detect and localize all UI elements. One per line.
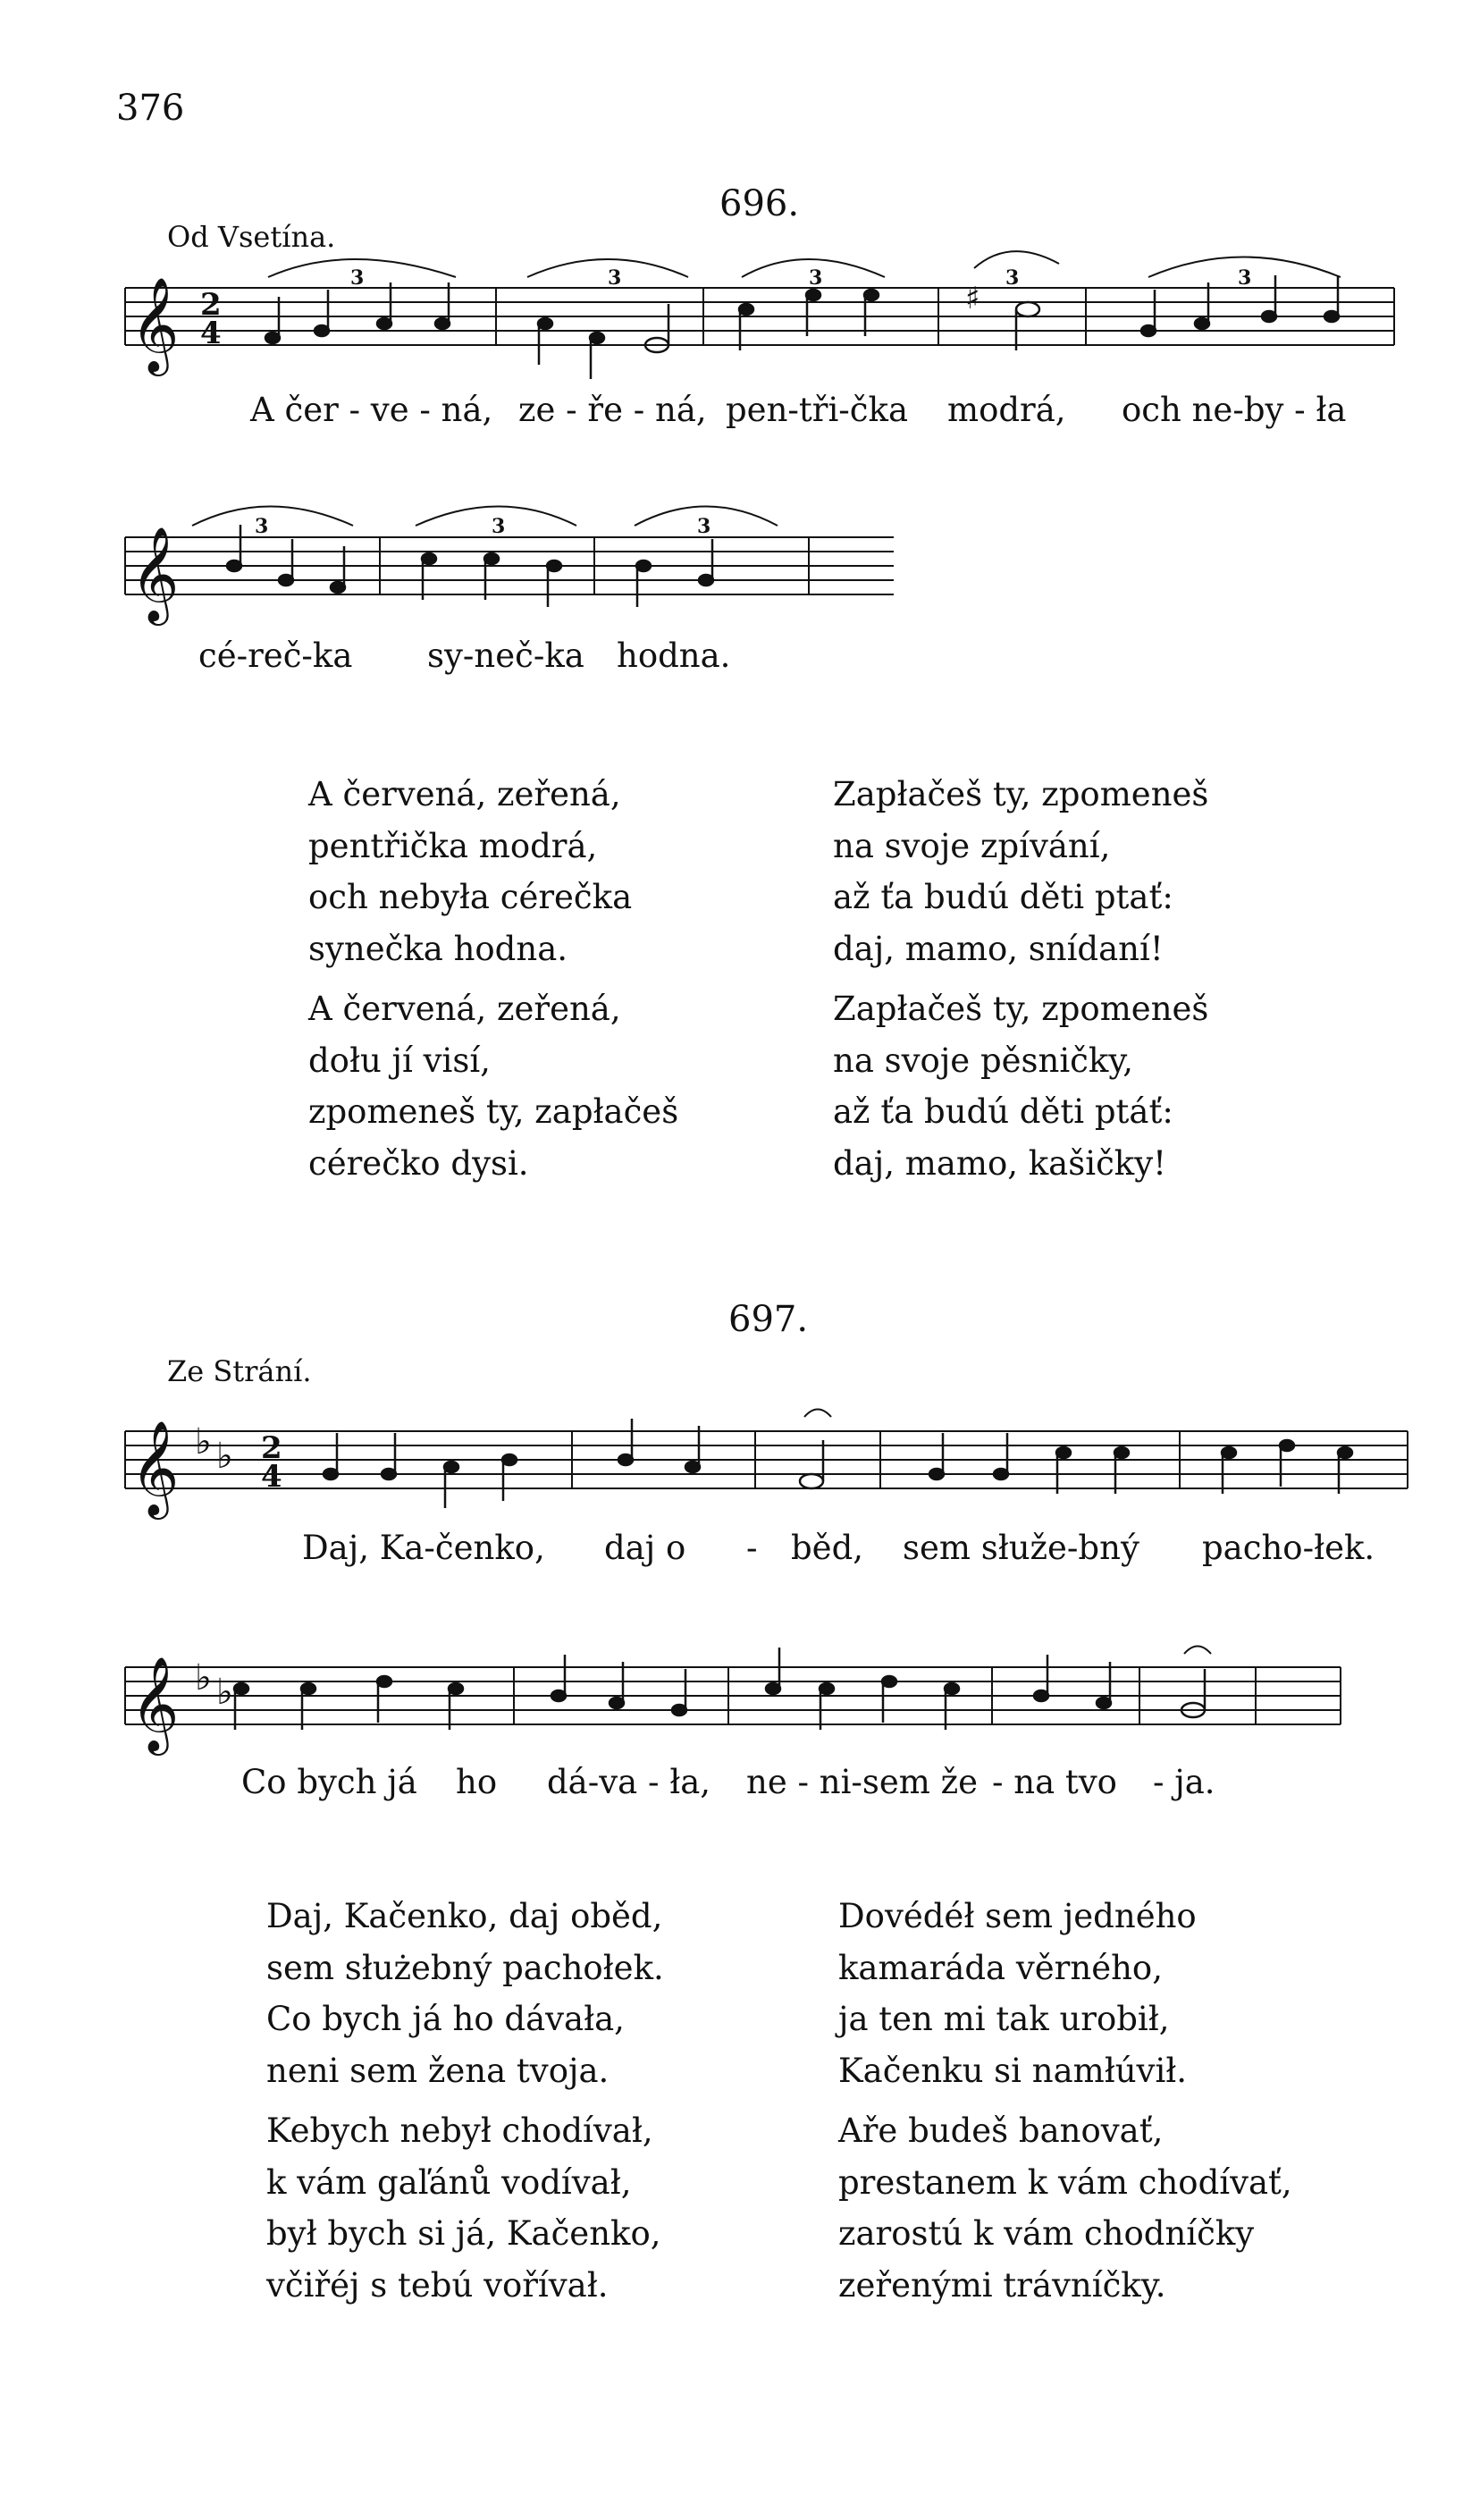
verse-line: daj, mamo, snídaní! <box>833 929 1164 968</box>
verse-stanza <box>838 2105 1292 2311</box>
verse-line: Zapłačeš ty, zpomeneš <box>833 990 1209 1028</box>
verse-line: A červená, zeřená, <box>308 775 621 813</box>
verse-stanza <box>833 769 1208 974</box>
lyric-syllables: pacho-łek. <box>1202 1529 1375 1567</box>
verse-line: ja ten mi tak urobił, <box>838 2000 1170 2038</box>
verse-line: až ťa budú děti ptáť: <box>833 1092 1173 1131</box>
lyric-syllables: - ja. <box>1153 1763 1215 1801</box>
triplet-mark: 3 <box>608 266 622 290</box>
lyric-syllables: hodna. <box>617 636 731 675</box>
time-sig-bottom: 4 <box>200 316 222 351</box>
flat-icon: ♭ <box>195 1421 212 1462</box>
triplet-mark: 3 <box>1238 266 1252 290</box>
verse-line: synečka hodna. <box>308 929 568 968</box>
lyric-syllables: - <box>746 1529 758 1567</box>
verse-line: neni sem žena tvoja. <box>266 2051 610 2090</box>
verse-line: k vám gaľánů vodívał, <box>266 2162 632 2202</box>
lyric-syllables: ho <box>456 1763 498 1801</box>
lyric-syllables: och ne-by - ła <box>1122 391 1347 429</box>
triplet-mark: 3 <box>492 515 506 538</box>
treble-clef-icon: 𝄞 <box>130 1420 180 1515</box>
verse-line: Zapłačeš ty, zpomeneš <box>833 775 1209 813</box>
lyric-syllables: ne - ni-sem že <box>746 1763 979 1801</box>
triplet-mark: 3 <box>697 515 711 538</box>
sharp-icon: ♯ <box>965 281 980 316</box>
lyric-syllables: cé-reč-ka <box>198 636 353 675</box>
verse-line: Aře budeš banovať, <box>838 2111 1164 2150</box>
verse-line: cérečko dysi. <box>308 1143 529 1183</box>
verse-line: A červená, zeřená, <box>308 990 621 1028</box>
verse-line: och nebyła cérečka <box>308 878 633 916</box>
verse-stanza <box>266 2105 661 2311</box>
triplet-mark: 3 <box>1005 266 1020 290</box>
song-number-696: 696. <box>719 183 800 224</box>
flat-icon: ♭ <box>195 1657 212 1698</box>
flat-icon: ♭ <box>216 1436 233 1477</box>
song-origin-696: Od Vsetína. <box>167 220 336 254</box>
verse-stanza <box>308 983 678 1189</box>
verse-line: včiřéj s tebú vořívał. <box>266 2265 609 2305</box>
lyric-syllables: modrá, <box>947 391 1066 429</box>
verse-line: Dovédéł sem jedného <box>838 1897 1197 1935</box>
verse-line: daj, mamo, kašičky! <box>833 1143 1166 1183</box>
verse-line: sem służebný pachołek. <box>266 1948 664 1987</box>
verse-line: prestanem k vám chodívať, <box>838 2162 1292 2202</box>
verse-line: Co bych já ho dávała, <box>266 2000 625 2038</box>
staff-697-1 <box>125 1410 1408 1489</box>
triplet-mark: 3 <box>255 515 269 538</box>
time-sig-top: 2 <box>261 1430 282 1466</box>
triplet-mark: 3 <box>350 266 365 290</box>
time-sig-bottom: 4 <box>261 1459 282 1495</box>
lyric-syllables: Co bych já <box>241 1763 417 1801</box>
time-sig-top: 2 <box>200 287 222 323</box>
verse-line: na svoje pěsničky, <box>833 1041 1134 1080</box>
verse-line: dołu jí visí, <box>308 1041 491 1080</box>
verse-line: zpomeneš ty, zapłačeš <box>308 1092 679 1131</box>
lyric-syllables: A čer - ve - ná, <box>250 391 493 429</box>
verse-line: zeřenými trávníčky. <box>838 2265 1166 2305</box>
flat-icon: ♭ <box>216 1672 233 1713</box>
lyric-syllables: sy-neč-ka <box>427 636 584 675</box>
treble-clef-icon: 𝄞 <box>130 1656 180 1751</box>
verse-stanza <box>838 1891 1197 2096</box>
verse-line: zarostú k vám chodníčky <box>838 2214 1255 2253</box>
verse-line: až ťa budú děti ptať: <box>833 878 1173 916</box>
verse-stanza <box>266 1891 664 2096</box>
verse-line: Kebych nebył chodívał, <box>266 2111 653 2150</box>
verse-line: był bych si já, Kačenko, <box>266 2214 661 2253</box>
lyric-syllables: - na tvo <box>992 1763 1117 1801</box>
verse-line: kamaráda věrného, <box>838 1948 1163 1987</box>
verse-line: pentřička modrá, <box>308 826 598 865</box>
lyric-syllables: dá-va - ła, <box>547 1763 711 1801</box>
treble-clef-icon: 𝄞 <box>130 276 180 372</box>
lyric-syllables: běd, <box>791 1529 864 1567</box>
lyric-syllables: daj o <box>604 1529 686 1567</box>
verse-stanza <box>308 769 632 974</box>
lyric-syllables: Daj, Ka-čenko, <box>302 1529 545 1567</box>
lyric-syllables: pen-tři-čka <box>726 391 909 429</box>
treble-clef-icon: 𝄞 <box>130 526 180 621</box>
verse-line: na svoje zpívání, <box>833 826 1111 865</box>
song-origin-697: Ze Strání. <box>167 1354 312 1388</box>
song-number-697: 697. <box>728 1299 809 1340</box>
page-number: 376 <box>116 88 185 129</box>
verse-stanza <box>833 983 1208 1189</box>
lyric-syllables: sem słuže-bný <box>903 1529 1139 1567</box>
verse-line: Kačenku si namłúvił. <box>838 2051 1188 2090</box>
verse-line: Daj, Kačenko, daj oběd, <box>266 1897 663 1935</box>
lyric-syllables: ze - ře - ná, <box>518 391 707 429</box>
triplet-mark: 3 <box>809 266 823 290</box>
